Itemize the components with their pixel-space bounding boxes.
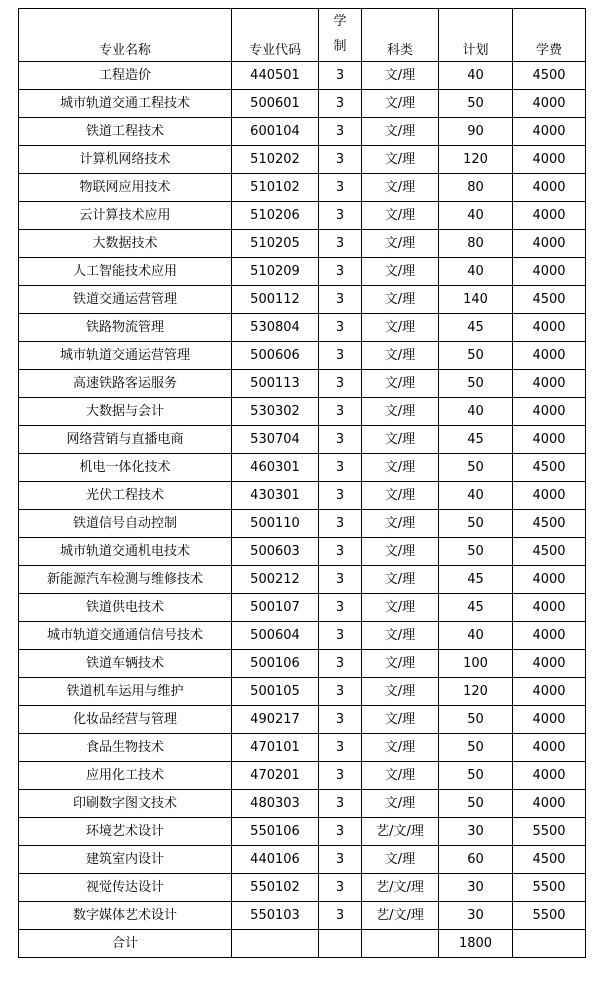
major-code-cell: 500106 [232,650,319,678]
subject-category-cell: 文/理 [362,454,439,482]
table-body [19,62,586,930]
table-row [19,398,586,426]
major-code-cell: 500212 [232,566,319,594]
study-years-cell: 3 [319,286,362,314]
plan-quota-cell: 50 [439,734,513,762]
subject-category-cell: 文/理 [362,678,439,706]
tuition-fee-cell: 4000 [513,566,586,594]
subject-category-cell: 文/理 [362,790,439,818]
study-years-cell: 3 [319,874,362,902]
table-row [19,650,586,678]
tuition-fee-cell: 4000 [513,258,586,286]
major-code-cell: 510206 [232,202,319,230]
subject-category-cell: 文/理 [362,258,439,286]
subject-category-cell: 文/理 [362,482,439,510]
tuition-fee-cell: 5500 [513,818,586,846]
subject-category-cell: 文/理 [362,398,439,426]
plan-quota-cell: 50 [439,706,513,734]
tuition-fee-cell: 4000 [513,734,586,762]
subject-category-cell: 文/理 [362,650,439,678]
plan-quota-cell: 45 [439,594,513,622]
major-code-cell: 510102 [232,174,319,202]
subject-category-cell: 文/理 [362,230,439,258]
table-row [19,846,586,874]
major-code-cell: 550103 [232,902,319,930]
plan-quota-cell: 50 [439,454,513,482]
study-years-cell: 3 [319,650,362,678]
plan-quota-cell: 50 [439,762,513,790]
major-name-cell: 铁道交通运营管理 [19,286,232,314]
study-years-cell: 3 [319,846,362,874]
major-name-cell: 铁道供电技术 [19,594,232,622]
tuition-fee-cell: 4500 [513,286,586,314]
major-name-cell: 工程造价 [19,62,232,90]
tuition-fee-cell: 4000 [513,398,586,426]
major-name-cell: 高速铁路客运服务 [19,370,232,398]
header-category: 科类 [362,9,439,62]
study-years-cell: 3 [319,398,362,426]
subject-category-cell: 文/理 [362,426,439,454]
major-code-cell: 500606 [232,342,319,370]
plan-quota-cell: 40 [439,398,513,426]
study-years-cell: 3 [319,734,362,762]
major-code-cell: 490217 [232,706,319,734]
study-years-cell: 3 [319,202,362,230]
plan-quota-cell: 45 [439,426,513,454]
study-years-cell: 3 [319,90,362,118]
major-code-cell: 530302 [232,398,319,426]
major-name-cell: 大数据技术 [19,230,232,258]
major-code-cell: 470101 [232,734,319,762]
major-code-cell: 460301 [232,454,319,482]
header-fee: 学费 [513,9,586,62]
study-years-cell: 3 [319,762,362,790]
table-row [19,146,586,174]
plan-quota-cell: 30 [439,818,513,846]
table-row [19,678,586,706]
table-row [19,286,586,314]
table-row [19,874,586,902]
major-code-cell: 480303 [232,790,319,818]
major-code-cell: 530704 [232,426,319,454]
header-plan: 计划 [439,9,513,62]
major-name-cell: 铁道工程技术 [19,118,232,146]
study-years-cell: 3 [319,706,362,734]
plan-quota-cell: 50 [439,370,513,398]
plan-quota-cell: 50 [439,342,513,370]
tuition-fee-cell: 4000 [513,342,586,370]
tuition-fee-cell: 4000 [513,622,586,650]
study-years-cell: 3 [319,342,362,370]
major-code-cell: 500107 [232,594,319,622]
tuition-fee-cell: 5500 [513,874,586,902]
total-plan: 1800 [439,930,513,958]
subject-category-cell: 文/理 [362,146,439,174]
table-row [19,118,586,146]
major-name-cell: 视觉传达设计 [19,874,232,902]
header-code: 专业代码 [232,9,319,62]
major-name-cell: 铁道机车运用与维护 [19,678,232,706]
major-name-cell: 网络营销与直播电商 [19,426,232,454]
tuition-fee-cell: 4500 [513,846,586,874]
tuition-fee-cell: 4500 [513,510,586,538]
major-name-cell: 城市轨道交通机电技术 [19,538,232,566]
major-name-cell: 机电一体化技术 [19,454,232,482]
table-row [19,342,586,370]
plan-quota-cell: 40 [439,622,513,650]
total-years-cell [319,930,362,958]
tuition-fee-cell: 4000 [513,146,586,174]
study-years-cell: 3 [319,62,362,90]
tuition-fee-cell: 4000 [513,594,586,622]
total-category-cell [362,930,439,958]
header-years [319,9,362,62]
table-row [19,90,586,118]
enrollment-plan-table [18,8,586,958]
tuition-fee-cell: 4000 [513,90,586,118]
tuition-fee-cell: 4000 [513,790,586,818]
tuition-fee-cell: 5500 [513,902,586,930]
plan-quota-cell: 60 [439,846,513,874]
study-years-cell: 3 [319,510,362,538]
plan-quota-cell: 140 [439,286,513,314]
major-name-cell: 环境艺术设计 [19,818,232,846]
major-code-cell: 430301 [232,482,319,510]
subject-category-cell: 文/理 [362,734,439,762]
study-years-cell: 3 [319,230,362,258]
table-row [19,230,586,258]
major-code-cell: 510202 [232,146,319,174]
study-years-cell: 3 [319,678,362,706]
table-row [19,762,586,790]
study-years-cell: 3 [319,370,362,398]
table-row [19,902,586,930]
subject-category-cell: 文/理 [362,706,439,734]
table-row [19,566,586,594]
tuition-fee-cell: 4000 [513,678,586,706]
major-name-cell: 人工智能技术应用 [19,258,232,286]
plan-quota-cell: 50 [439,90,513,118]
study-years-cell: 3 [319,818,362,846]
subject-category-cell: 文/理 [362,118,439,146]
major-code-cell: 500603 [232,538,319,566]
study-years-cell: 3 [319,426,362,454]
study-years-cell: 3 [319,594,362,622]
subject-category-cell: 艺/文/理 [362,874,439,902]
major-name-cell: 城市轨道交通工程技术 [19,90,232,118]
subject-category-cell: 文/理 [362,342,439,370]
total-row [19,930,586,958]
major-code-cell: 470201 [232,762,319,790]
table-row [19,202,586,230]
header-name: 专业名称 [19,9,232,62]
major-code-cell: 500110 [232,510,319,538]
subject-category-cell: 艺/文/理 [362,818,439,846]
study-years-cell: 3 [319,538,362,566]
subject-category-cell: 文/理 [362,90,439,118]
total-label: 合计 [19,930,232,958]
plan-quota-cell: 80 [439,230,513,258]
major-name-cell: 物联网应用技术 [19,174,232,202]
plan-quota-cell: 40 [439,202,513,230]
subject-category-cell: 文/理 [362,202,439,230]
subject-category-cell: 文/理 [362,314,439,342]
subject-category-cell: 文/理 [362,622,439,650]
plan-quota-cell: 120 [439,146,513,174]
major-name-cell: 食品生物技术 [19,734,232,762]
plan-quota-cell: 40 [439,482,513,510]
plan-quota-cell: 120 [439,678,513,706]
major-code-cell: 530804 [232,314,319,342]
plan-quota-cell: 45 [439,314,513,342]
header-years-bottom: 制 [333,39,347,54]
study-years-cell: 3 [319,622,362,650]
table-row [19,62,586,90]
tuition-fee-cell: 4000 [513,230,586,258]
major-code-cell: 440106 [232,846,319,874]
tuition-fee-cell: 4000 [513,762,586,790]
subject-category-cell: 文/理 [362,566,439,594]
plan-quota-cell: 30 [439,874,513,902]
table-row [19,454,586,482]
subject-category-cell: 文/理 [362,846,439,874]
study-years-cell: 3 [319,146,362,174]
table-row [19,790,586,818]
subject-category-cell: 文/理 [362,762,439,790]
major-code-cell: 500113 [232,370,319,398]
plan-quota-cell: 80 [439,174,513,202]
plan-quota-cell: 40 [439,258,513,286]
study-years-cell: 3 [319,566,362,594]
table-row [19,706,586,734]
major-name-cell: 新能源汽车检测与维修技术 [19,566,232,594]
tuition-fee-cell: 4000 [513,202,586,230]
plan-quota-cell: 50 [439,790,513,818]
major-code-cell: 550102 [232,874,319,902]
subject-category-cell: 文/理 [362,370,439,398]
major-name-cell: 城市轨道交通通信信号技术 [19,622,232,650]
subject-category-cell: 文/理 [362,510,439,538]
tuition-fee-cell: 4000 [513,118,586,146]
major-code-cell: 550106 [232,818,319,846]
subject-category-cell: 文/理 [362,594,439,622]
major-name-cell: 光伏工程技术 [19,482,232,510]
table-row [19,622,586,650]
major-code-cell: 500112 [232,286,319,314]
total-fee-cell [513,930,586,958]
table-header-row [19,9,586,62]
major-code-cell: 440501 [232,62,319,90]
total-code-cell [232,930,319,958]
table-row [19,314,586,342]
study-years-cell: 3 [319,314,362,342]
major-name-cell: 化妆品经营与管理 [19,706,232,734]
major-code-cell: 510209 [232,258,319,286]
major-name-cell: 大数据与会计 [19,398,232,426]
major-name-cell: 建筑室内设计 [19,846,232,874]
table-row [19,174,586,202]
tuition-fee-cell: 4000 [513,706,586,734]
plan-quota-cell: 45 [439,566,513,594]
table-row [19,258,586,286]
plan-quota-cell: 50 [439,538,513,566]
study-years-cell: 3 [319,482,362,510]
subject-category-cell: 文/理 [362,286,439,314]
major-name-cell: 铁道信号自动控制 [19,510,232,538]
subject-category-cell: 文/理 [362,538,439,566]
major-code-cell: 500604 [232,622,319,650]
subject-category-cell: 文/理 [362,62,439,90]
study-years-cell: 3 [319,258,362,286]
major-name-cell: 应用化工技术 [19,762,232,790]
subject-category-cell: 艺/文/理 [362,902,439,930]
major-code-cell: 500105 [232,678,319,706]
major-code-cell: 510205 [232,230,319,258]
tuition-fee-cell: 4000 [513,426,586,454]
tuition-fee-cell: 4000 [513,174,586,202]
tuition-fee-cell: 4500 [513,538,586,566]
plan-quota-cell: 30 [439,902,513,930]
study-years-cell: 3 [319,454,362,482]
plan-quota-cell: 90 [439,118,513,146]
table-row [19,594,586,622]
study-years-cell: 3 [319,174,362,202]
table-row [19,482,586,510]
study-years-cell: 3 [319,118,362,146]
table-row [19,510,586,538]
table-row [19,370,586,398]
subject-category-cell: 文/理 [362,174,439,202]
plan-quota-cell: 40 [439,62,513,90]
major-name-cell: 印刷数字图文技术 [19,790,232,818]
table-row [19,818,586,846]
tuition-fee-cell: 4000 [513,650,586,678]
major-name-cell: 数字媒体艺术设计 [19,902,232,930]
table-row [19,426,586,454]
tuition-fee-cell: 4000 [513,482,586,510]
table-row [19,734,586,762]
tuition-fee-cell: 4000 [513,370,586,398]
major-name-cell: 计算机网络技术 [19,146,232,174]
plan-quota-cell: 100 [439,650,513,678]
major-name-cell: 城市轨道交通运营管理 [19,342,232,370]
major-name-cell: 铁路物流管理 [19,314,232,342]
table-row [19,538,586,566]
tuition-fee-cell: 4500 [513,62,586,90]
major-name-cell: 铁道车辆技术 [19,650,232,678]
major-code-cell: 500601 [232,90,319,118]
study-years-cell: 3 [319,790,362,818]
tuition-fee-cell: 4000 [513,314,586,342]
plan-quota-cell: 50 [439,510,513,538]
major-name-cell: 云计算技术应用 [19,202,232,230]
tuition-fee-cell: 4500 [513,454,586,482]
study-years-cell: 3 [319,902,362,930]
major-code-cell: 600104 [232,118,319,146]
header-years-top: 学 [333,14,347,29]
